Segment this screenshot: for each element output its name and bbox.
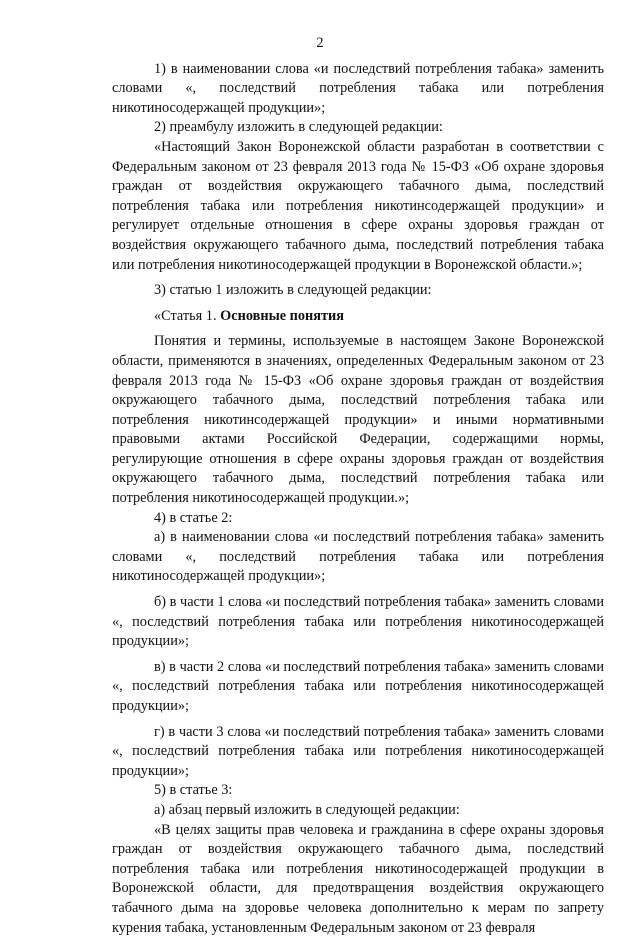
article-heading <box>112 307 604 327</box>
paragraph-4b: б) в части 1 слова «и последствий потребления табака» заменить словами «, последствий потребления табака или потребления никотиносодержащей продукции»; <box>112 594 604 650</box>
paragraph-4v: в) в части 2 слова «и последствий потребления табака» заменить словами «, последствий потребления табака или потребления никотиносодержащей продукции»; <box>112 658 604 714</box>
article-heading-title: Основные понятия <box>220 307 344 324</box>
paragraph-5a-text: «В целях защиты прав человека и гражданина в сфере охраны здоровья граждан от воздействия окружающего табачного дыма, последствий потребления табака или потребления никотиносодержащей продукции в Воронежской области, для предотвращения воздействия окружающего табачного дыма на здоровье человека дополнительно к мерам по запрету курения табака, установленным Федеральным законом от 23 февраля <box>112 821 604 936</box>
paragraph-4: 4) в статье 2: <box>154 509 233 526</box>
paragraph-4a: а) в наименовании слова «и последствий потребления табака» заменить словами «, последствий потребления табака или потребления никотиносодержащей продукции»; <box>112 529 604 585</box>
paragraph-2: 2) преамбулу изложить в следующей редакции: <box>154 119 443 136</box>
paragraph-5: 5) в статье 3: <box>154 782 233 799</box>
paragraph-5a: а) абзац первый изложить в следующей редакции: <box>154 801 460 818</box>
paragraph-1: 1) в наименовании слова «и последствий потребления табака» заменить словами «, последствий потребления табака или потребления никотиносодержащей продукции»; <box>112 60 604 116</box>
paragraph-preamble: «Настоящий Закон Воронежской области разработан в соответствии с Федеральным законом от 23 февраля 2013 года № 15-ФЗ «Об охране здоровья граждан от воздействия окружающего табачного дыма, последствий потребления табака или потребления никотинсодержащей продукции» и регулирует отдельные отношения в сфере охраны здоровья граждан от воздействия окружающего табачного дыма, последствий потребления табака или потребления никотиносодержащей продукции в Воронежской области.»; <box>112 138 604 273</box>
paragraph-4g: г) в части 3 слова «и последствий потребления табака» заменить словами «, последствий потребления табака или потребления никотиносодержащей продукции»; <box>112 723 604 779</box>
article-heading-prefix: «Статья 1. <box>154 307 221 324</box>
paragraph-definitions: Понятия и термины, используемые в настоящем Законе Воронежской области, применяются в значениях, определенных Федеральным законом от 23 февраля 2013 года № 15-ФЗ «Об охране здоровья граждан от воздействия окружающего табачного дыма, последствий потребления табака или потребления никотинсодержащей продукции» и иными нормативными правовыми актами Российской Федерации, содержащими нормы, регулирующие отношения в сфере охраны здоровья граждан от воздействия окружающего табачного дыма, последствий потребления табака или потребления никотиносодержащей продукции.»; <box>112 333 604 507</box>
paragraph-3: 3) статью 1 изложить в следующей редакции: <box>154 282 432 299</box>
page-number: 2 <box>316 35 324 51</box>
